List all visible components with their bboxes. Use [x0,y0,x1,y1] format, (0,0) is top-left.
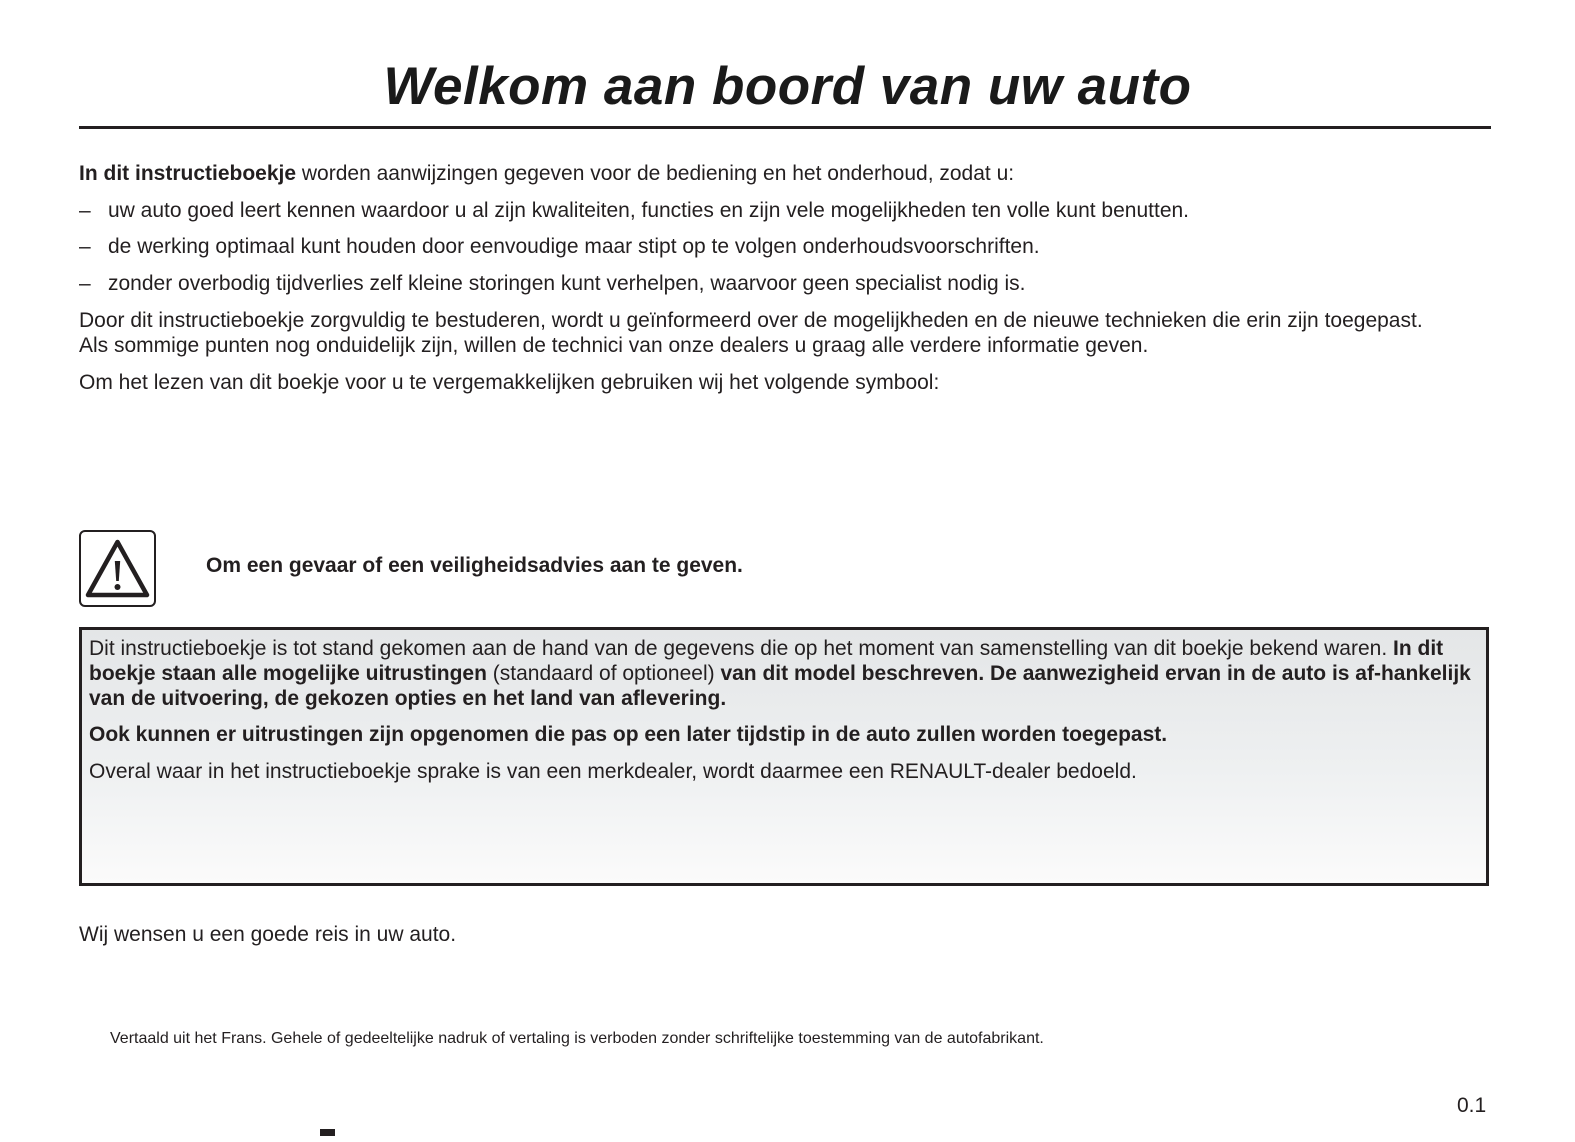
page-number: 0.1 [1457,1094,1487,1117]
list-dash: – [79,199,91,222]
list-dash: – [79,235,91,258]
list-item [79,198,1189,223]
list-item-text: uw auto goed leert kennen waardoor u al zijn kwaliteiten, functies en zijn vele mogelijkheden ten volle kunt benutten. [108,199,1190,222]
page-title: Welkom aan boord van uw auto [383,57,1192,116]
intro-lead: In dit instructieboekje [79,162,297,185]
symbol-intro: Om het lezen van dit boekje voor u te vergemakkelijken gebruiken wij het volgende symbool: [79,371,940,394]
warning-triangle-icon [79,530,156,607]
warning-description: Om een gevaar of een veiligheidsadvies aan te geven. [206,554,743,577]
footnote: Vertaald uit het Frans. Gehele of gedeeltelijke nadruk of vertaling is verboden zonder schriftelijke toestemming van de autofabrikant. [110,1030,1044,1047]
notice-paragraph-2 [89,722,1481,747]
notice-paragraph-1 [89,636,1481,711]
title-divider [79,126,1491,129]
notice-bold-text: Ook kunnen er uitrustingen zijn opgenomen die pas op een later tijdstip in de auto zullen worden toegepast. [89,723,1168,746]
notice-text: Dit instructieboekje is tot stand gekomen aan de hand van de gegevens die op het moment van samenstelling van dit boekje bekend waren. [89,637,1393,660]
notice-bold-text: van dit model beschreven. De aanwezigheid ervan in de auto is af-hankelijk van de uitvoering, de gekozen opties en het land van aflevering. [89,662,1471,710]
list-item-text: zonder overbodig tijdverlies zelf kleine storingen kunt verhelpen, waarvoor geen specialist nodig is. [108,272,1026,295]
list-item [79,271,1026,296]
list-dash: – [79,272,91,295]
notice-bold-text: In dit boekje staan alle mogelijke uitrustingen [89,637,1444,685]
notice-box [79,627,1489,886]
crop-mark [320,1129,335,1136]
intro-rest: worden aanwijzingen gegeven voor de bediening en het onderhoud, zodat u: [296,162,1015,185]
closing-text: Wij wensen u een goede reis in uw auto. [79,923,457,946]
notice-text: (standaard of optioneel) [486,662,721,685]
info-paragraph-line-1: Door dit instructieboekje zorgvuldig te bestuderen, wordt u geïnformeerd over de mogelijkheden en de nieuwe technieken die erin zijn toegepast. [79,309,1423,332]
list-item [79,234,1040,259]
info-paragraph-line-2: Als sommige punten nog onduidelijk zijn, willen de technici van onze dealers u graag alle verdere informatie geven. [79,334,1149,357]
notice-paragraph-3: Overal waar in het instructieboekje sprake is van een merkdealer, wordt daarmee een RENAULT-dealer bedoeld. [89,760,1137,783]
list-item-text: de werking optimaal kunt houden door eenvoudige maar stipt op te volgen onderhoudsvoorschriften. [108,235,1040,258]
intro-paragraph [79,161,1014,186]
